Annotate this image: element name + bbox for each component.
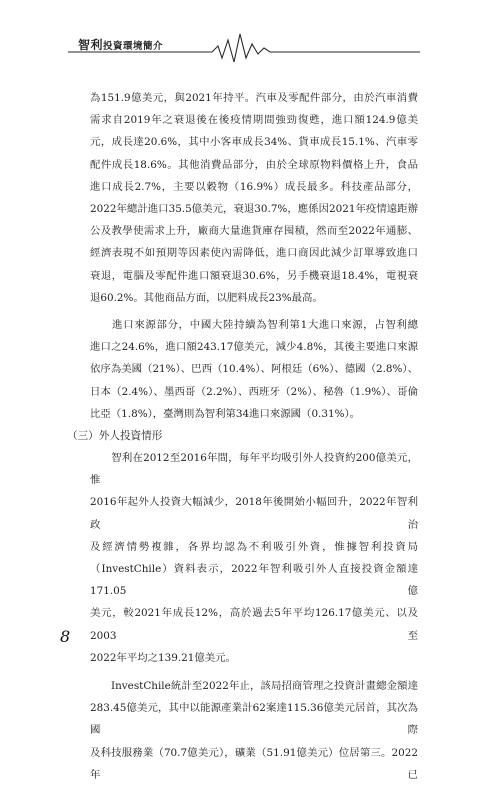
- page-body: [67, 87, 418, 786]
- text-line: 2022年總計進口35.5億美元，衰退30.7%，應係因2021年疫情遠距辦: [90, 203, 418, 216]
- header-title-main: 智利: [78, 38, 104, 52]
- text-line: 需求自2019年之衰退後在後疫情期間強勁復甦，進口額124.9億美: [90, 114, 418, 127]
- text-line: 進口成長2.7%，主要以穀物（16.9%）成長最多。科技產品部分，: [90, 180, 418, 193]
- text-line: 進口來源部分，中國大陸持續為智利第1大進口來源，占智利總: [90, 319, 418, 332]
- paragraph-investchile-stats: [90, 675, 418, 786]
- text-line: 2022年平均之139.21億美元。: [90, 651, 236, 664]
- header-title: [78, 36, 163, 53]
- text-line: 比亞（1.8%），臺灣則為智利第34進口來源國（0.31%）。: [90, 407, 361, 420]
- text-line: 配件成長18.6%。其他消費品部分，由於全球原物料價格上升，食品: [90, 158, 418, 171]
- text-line: 公及教學使需求上升，廠商大量進貨庫存囤積，然而至2022年通膨、: [90, 225, 418, 238]
- text-line: 衰退，電腦及零配件進口額衰退30.6%，另手機衰退18.4%，電視衰: [90, 269, 418, 282]
- text-line: 283.45億美元，其中以能源產業計62案達115.36億美元居首，其次為國際: [90, 702, 418, 737]
- text-line: 退60.2%。其他商品方面，以肥料成長23%最高。: [90, 291, 323, 304]
- text-line: 為151.9億美元，與2021年持平。汽車及零配件部分，由於汽車消費: [90, 92, 418, 104]
- page-header: [0, 0, 480, 62]
- header-title-sub: 投資環境簡介: [103, 41, 164, 52]
- header-heartbeat-line: [0, 0, 480, 62]
- paragraph-foreign-investment: [90, 447, 418, 669]
- text-line: 2016年起外人投資大幅減少，2018年後開始小幅回升，2022年智利政治: [90, 496, 418, 531]
- text-line: 智利在2012至2016年間，每年平均吸引外人投資約200億美元，惟: [90, 452, 418, 487]
- text-line: 依序為美國（21%）、巴西（10.4%）、阿根廷（6%）、德國（2.8%）、: [90, 363, 418, 376]
- text-line: 及科技服務業（70.7億美元），礦業（51.91億美元）位居第三。2022年已: [90, 746, 418, 781]
- page-number: 8: [60, 627, 71, 646]
- text-line: 及經濟情勢複雜，各界均認為不利吸引外資，惟據智利投資局: [90, 540, 418, 553]
- text-line: 元，成長達20.6%，其中小客車成長34%、貨車成長15.1%、汽車零: [90, 136, 418, 149]
- section-title-foreign-investment: （三）外人投資情形: [67, 430, 163, 443]
- paragraph-imports-products: [90, 87, 418, 309]
- text-line: 美元，較2021年成長12%，高於過去5年平均126.17億美元、以及2003至: [90, 607, 418, 642]
- text-line: 日本（2.4%）、墨西哥（2.2%）、西班牙（2%）、秘魯（1.9%）、哥倫: [90, 385, 418, 398]
- paragraph-import-sources: [90, 314, 418, 425]
- text-line: （InvestChile）資料表示，2022年智利吸引外人直接投資金額達171.05億: [90, 563, 418, 598]
- text-line: InvestChile統計至2022年止，該局招商管理之投資計畫總金額達: [90, 680, 418, 693]
- text-line: 經濟表現不如預期等因素使內需降低，進口商因此減少訂單導致進口: [90, 247, 418, 260]
- text-line: 進口之24.6%，進口額243.17億美元，減少4.8%，其後主要進口來源: [90, 341, 418, 354]
